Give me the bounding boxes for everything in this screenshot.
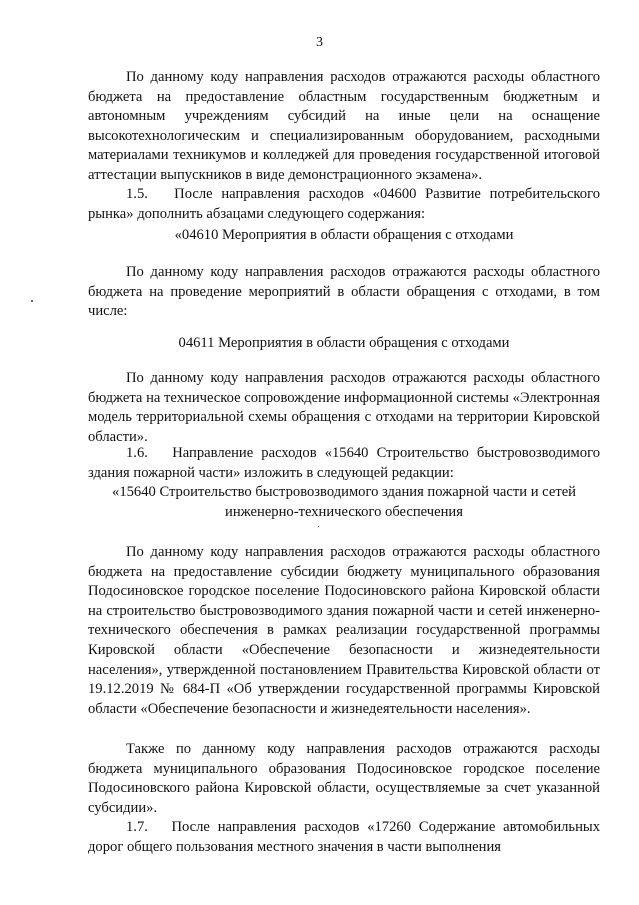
paragraph-item-1-6: 1.6. Направление расходов «15640 Строительство быстровозводимого здания пожарной части» изложить в следующей редакции: <box>88 445 600 481</box>
paragraph-subsidies-equipment: По данному коду направления расходов отражаются расходы областного бюджета на предоставление областным государственным бюджетным и автономным учреждениям субсидий на иные цели на оснащение высокотехнологическим и специализированным оборудованием, расходными материалами техникумов и колледжей для проведения государственной итоговой аттестации выпускников в виде демонстрационного экзамена». <box>88 69 600 183</box>
paragraph-item-1-7: 1.7. После направления расходов «17260 Содержание автомобильных дорог общего пользования местного значения в части выполнения <box>88 819 600 855</box>
heading-04610: «04610 Мероприятия в области обращения с отходами <box>174 227 514 243</box>
scan-speck <box>31 300 33 302</box>
page-number: 3 <box>316 35 323 50</box>
scan-speck <box>318 526 319 527</box>
paragraph-waste-model-support: По данному коду направления расходов отражаются расходы областного бюджета на техническое сопровождение информационной системы «Электронная модель территориальной схемы обращения с отходами на территории Кировской области». <box>88 370 600 445</box>
paragraph-item-1-5: 1.5. После направления расходов «04600 Развитие потребительского рынка» дополнить абзацами следующего содержания: <box>88 186 600 222</box>
heading-15640: «15640 Строительство быстровозводимого здания пожарной части и сетей инженерно-технического обеспечения <box>112 484 576 520</box>
paragraph-municipal-expenses: Также по данному коду направления расходов отражаются расходы бюджета муниципального образования Подосиновское городское поселение Подосиновского района Кировской области, осуществляемые за счет указанной субсидии». <box>88 741 600 816</box>
heading-04611: 04611 Мероприятия в области обращения с отходами <box>178 335 510 351</box>
paragraph-fire-station-subsidy: По данному коду направления расходов отражаются расходы областного бюджета на предоставление субсидии бюджету муниципального образования Подосиновское городское поселение Подосиновского района Кировской области на строительство быстровозводимого здания пожарной части и сетей инженерно-технического обеспечения в рамках реализации государственной программы Кировской области «Обеспечение безопасности и жизнедеятельности населения», утвержденной постановлением Правительства Кировской области от 19.12.2019 № 684-П «Об утверждении государственной программы Кировской области «Обеспечение безопасности и жизнедеятельности населения». <box>88 544 600 717</box>
paragraph-waste-measures: По данному коду направления расходов отражаются расходы областного бюджета на проведение мероприятий в области обращения с отходами, в том числе: <box>88 264 600 320</box>
